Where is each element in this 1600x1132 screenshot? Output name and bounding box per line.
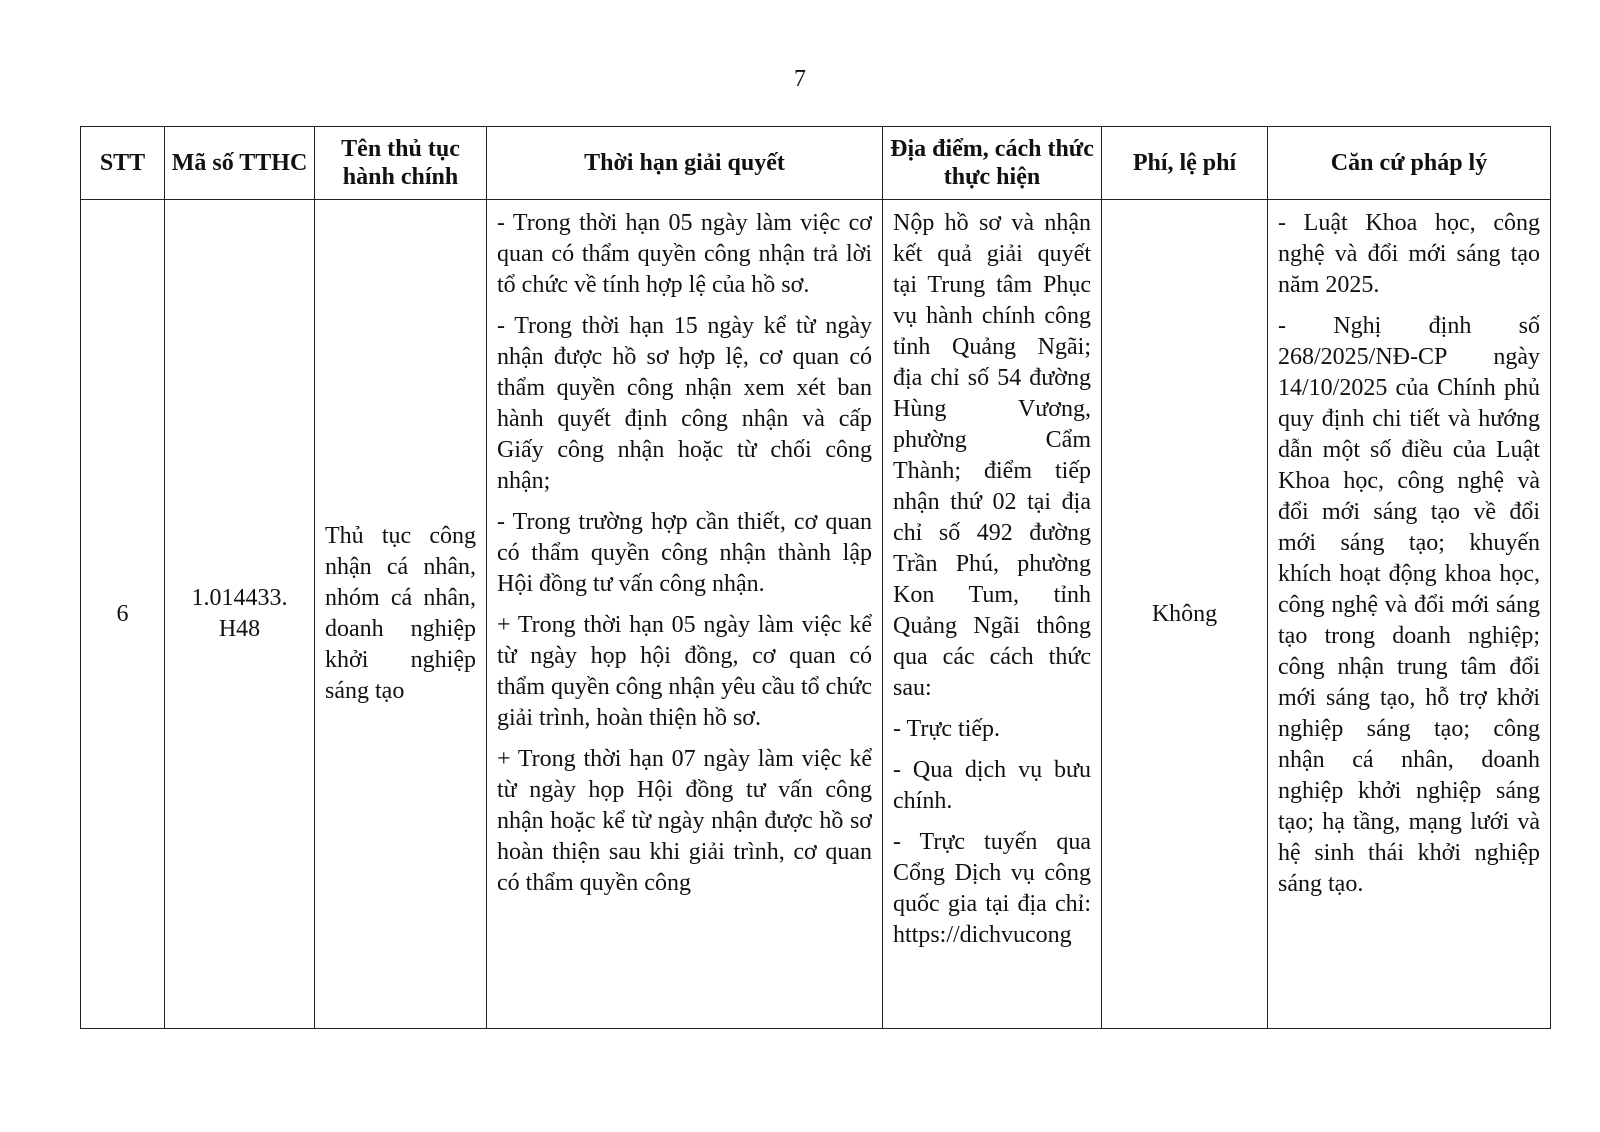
cell-stt: 6 (81, 200, 165, 1029)
procedure-table (80, 126, 1551, 1029)
table-header-row (81, 127, 1551, 200)
header-ma-so: Mã số TTHC (165, 127, 315, 200)
cell-ma-so: 1.014433. H48 (165, 200, 315, 1029)
header-dia-diem: Địa điểm, cách thức thực hiện (883, 127, 1102, 200)
can-cu-item-1: - Luật Khoa học, công nghệ và đổi mới sáng tạo năm 2025. (1278, 210, 1540, 298)
thoi-han-item-2: - Trong thời hạn 15 ngày kể từ ngày nhận được hồ sơ hợp lệ, cơ quan có thẩm quyền công nhận xem xét ban hành quyết định công nhận và cấp Giấy công nhận hoặc từ chối công nhận; (497, 313, 872, 494)
thoi-han-item-4: + Trong thời hạn 05 ngày làm việc kể từ ngày họp hội đồng, cơ quan có thẩm quyền công nhận yêu cầu tổ chức giải trình, hoàn thiện hồ sơ. (497, 612, 872, 731)
cell-dia-diem (883, 200, 1102, 1029)
table-row (81, 200, 1551, 1029)
dia-diem-item-1: Nộp hồ sơ và nhận kết quả giải quyết tại Trung tâm Phục vụ hành chính công tỉnh Quảng Ngãi; địa chỉ số 54 đường Hùng Vương, phường Cẩm Thành; điểm tiếp nhận thứ 02 tại địa chỉ số 492 đường Trần Phú, phường Kon Tum, tỉnh Quảng Ngãi thông qua các cách thức sau: (893, 210, 1091, 701)
cell-thoi-han (487, 200, 883, 1029)
header-ten-thu-tuc: Tên thủ tục hành chính (315, 127, 487, 200)
cell-phi: Không (1102, 200, 1268, 1029)
thoi-han-item-5: + Trong thời hạn 07 ngày làm việc kể từ ngày họp Hội đồng tư vấn công nhận hoặc kể từ ngày nhận được hồ sơ hoàn thiện sau khi giải trình, cơ quan có thẩm quyền công (497, 746, 872, 896)
dia-diem-item-4: - Trực tuyến qua Cổng Dịch vụ công quốc gia tại địa chỉ: https://dichvucong (893, 829, 1091, 948)
dia-diem-item-3: - Qua dịch vụ bưu chính. (893, 757, 1091, 814)
can-cu-item-2: - Nghị định số 268/2025/NĐ-CP ngày 14/10/2025 của Chính phủ quy định chi tiết và hướng dẫn một số điều của Luật Khoa học, công nghệ và đổi mới sáng tạo về đổi mới sáng tạo; khuyến khích hoạt động khoa học, công nghệ và đổi mới sáng tạo trong doanh nghiệp; công nhận trung tâm đổi mới sáng tạo, hỗ trợ khởi nghiệp sáng tạo; công nhận cá nhân, doanh nghiệp khởi nghiệp sáng tạo; hạ tầng, mạng lưới và hệ sinh thái khởi nghiệp sáng tạo. (1278, 313, 1540, 897)
page-number: 7 (794, 66, 806, 92)
dia-diem-item-2: - Trực tiếp. (893, 716, 1001, 742)
header-thoi-han: Thời hạn giải quyết (487, 127, 883, 200)
header-stt: STT (81, 127, 165, 200)
header-phi: Phí, lệ phí (1102, 127, 1268, 200)
cell-can-cu (1268, 200, 1551, 1029)
thoi-han-item-3: - Trong trường hợp cần thiết, cơ quan có thẩm quyền công nhận thành lập Hội đồng tư vấn công nhận. (497, 509, 872, 597)
cell-ten-thu-tuc: Thủ tục công nhận cá nhân, nhóm cá nhân, doanh nghiệp khởi nghiệp sáng tạo (315, 200, 487, 1029)
thoi-han-item-1: - Trong thời hạn 05 ngày làm việc cơ quan có thẩm quyền công nhận trả lời tổ chức về tính hợp lệ của hồ sơ. (497, 210, 872, 298)
header-can-cu: Căn cứ pháp lý (1268, 127, 1551, 200)
